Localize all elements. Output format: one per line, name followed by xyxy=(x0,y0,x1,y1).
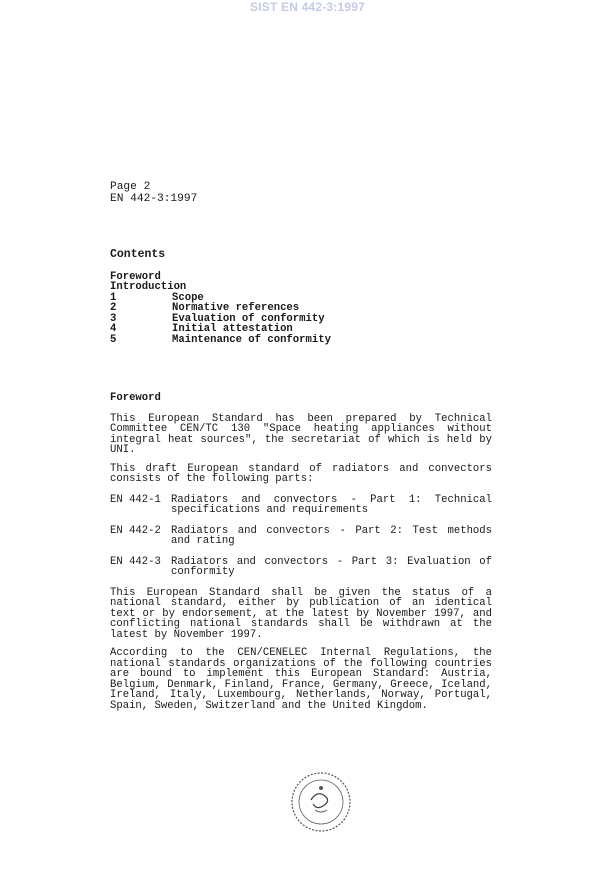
watermark-header: SIST EN 442-3:1997 xyxy=(250,0,365,14)
part-item xyxy=(110,495,492,516)
foreword-paragraph-4: According to the CEN/CENELEC Internal Regulations, the national standards organizations of the following countries are bound to implement this European Standard: Austria, Belgium, Denmark, Finland, France, Germany, Greece, Iceland, Ireland, Italy, Luxembourg, Netherlands, Norway, Portugal, Spain, Sweden, Switzerland and the United Kingdom. xyxy=(110,647,492,712)
toc-item-number: 1 xyxy=(110,291,117,304)
contents-heading: Contents xyxy=(110,248,166,261)
part-title: Radiators and convectors - Part 1: Technical specifications and requirements xyxy=(171,493,492,516)
part-code: EN 442-3 xyxy=(110,555,161,568)
toc-item-label: Scope xyxy=(172,291,204,304)
parts-list xyxy=(110,495,492,578)
table-of-contents xyxy=(110,272,492,346)
toc-item xyxy=(110,324,492,335)
toc-item-label: Introduction xyxy=(110,281,187,293)
part-item xyxy=(110,557,492,578)
toc-item xyxy=(110,293,492,304)
toc-item-label: Foreword xyxy=(110,270,161,283)
toc-item-label: Normative references xyxy=(172,302,300,314)
toc-item xyxy=(110,314,492,325)
toc-item xyxy=(110,303,492,314)
foreword-paragraph-3: This European Standard shall be given the status of a national standard, either by publication of an identical text or by endorsement, at the latest by November 1997, and conflicting national standards shall be withdrawn at the latest by November 1997. xyxy=(110,586,492,641)
toc-item-number: 4 xyxy=(110,323,117,335)
toc-item-number: 3 xyxy=(110,312,117,325)
part-code: EN 442-1 xyxy=(110,493,161,506)
toc-item xyxy=(110,282,492,293)
toc-item xyxy=(110,335,492,346)
toc-item-label: Initial attestation xyxy=(172,323,293,335)
toc-item-label: Evaluation of conformity xyxy=(172,312,325,325)
part-code: EN 442-2 xyxy=(110,524,161,537)
toc-item-number: 5 xyxy=(110,333,117,346)
part-title: Radiators and convectors - Part 2: Test methods and rating xyxy=(171,524,492,547)
page-number: Page 2 xyxy=(110,181,151,193)
part-item xyxy=(110,526,492,547)
standard-id: EN 442-3:1997 xyxy=(110,193,198,205)
foreword-heading: Foreword xyxy=(110,392,161,404)
toc-item-number: 2 xyxy=(110,302,117,314)
seal-stamp-icon xyxy=(289,770,353,834)
part-title: Radiators and convectors - Part 3: Evaluation of conformity xyxy=(171,555,492,578)
foreword-paragraph-2: This draft European standard of radiators and convectors consists of the following parts: xyxy=(110,462,492,485)
document-page xyxy=(110,181,492,719)
foreword-paragraph-1: This European Standard has been prepared by Technical Committee CEN/TC 130 "Space heating appliances without integral heat sources", the secretariat of which is held by UNI. xyxy=(110,412,492,456)
toc-item-label: Maintenance of conformity xyxy=(172,333,331,346)
